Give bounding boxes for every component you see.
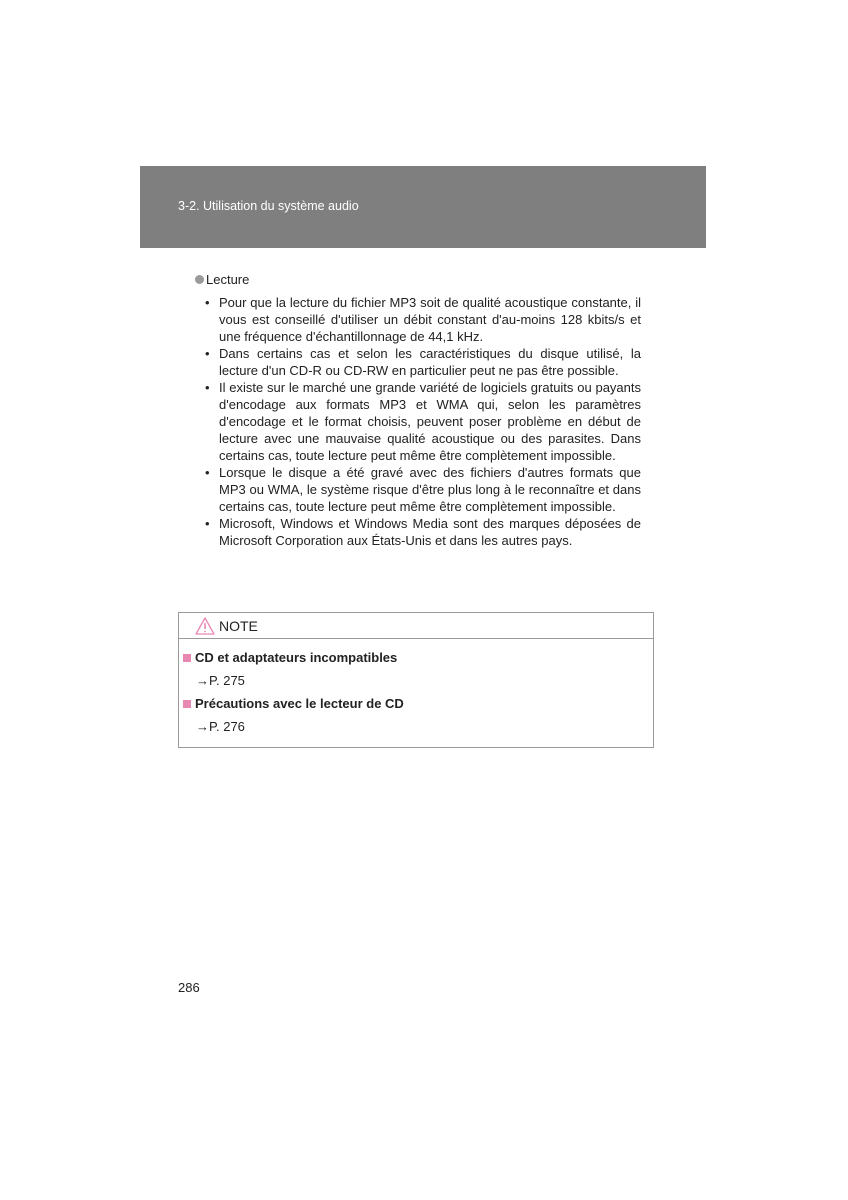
list-item — [203, 515, 641, 549]
warning-triangle-icon — [195, 617, 215, 635]
note-item-heading — [183, 696, 404, 711]
note-item-heading — [183, 650, 397, 665]
page-reference-link[interactable]: →P. 276 — [196, 719, 245, 734]
square-bullet-icon — [183, 700, 191, 708]
section-header-title: 3-2. Utilisation du système audio — [178, 199, 359, 213]
list-item-text: Pour que la lecture du fichier MP3 soit de qualité acoustique constante, il vous est conseillé d'utiliser un débit constant d'au-moins 128 kbits/s et une fréquence d'échantillonnage de 44,1 kHz. — [219, 295, 641, 344]
round-bullet-icon — [195, 275, 204, 284]
list-item — [203, 294, 641, 345]
note-item-heading-text: Précautions avec le lecteur de CD — [195, 696, 404, 711]
bullet-icon: • — [205, 295, 210, 310]
list-item-text: Lorsque le disque a été gravé avec des fichiers d'autres formats que MP3 ou WMA, le système risque d'être plus long à le reconnaître et dans certains cas, toute lecture peut même être complètement impossible. — [219, 465, 641, 514]
bullet-icon: • — [205, 346, 210, 361]
bullet-icon: • — [205, 465, 210, 480]
section-heading-label: Lecture — [206, 272, 250, 287]
note-title: NOTE — [219, 617, 258, 634]
section-header-band — [140, 166, 706, 248]
square-bullet-icon — [183, 654, 191, 662]
note-header — [179, 613, 653, 639]
page-number: 286 — [178, 980, 200, 995]
page-reference-link[interactable]: →P. 275 — [196, 673, 245, 688]
list-item-text: Microsoft, Windows et Windows Media sont des marques déposées de Microsoft Corporation aux États-Unis et dans les autres pays. — [219, 516, 641, 548]
section-heading — [195, 272, 249, 287]
bullet-icon: • — [205, 516, 210, 531]
list-item-text: Dans certains cas et selon les caractéristiques du disque utilisé, la lecture d'un CD-R ou CD-RW en particulier peut ne pas être possible. — [219, 346, 641, 378]
note-box — [178, 612, 654, 748]
bullet-icon: • — [205, 380, 210, 395]
list-item — [203, 464, 641, 515]
list-item-text: Il existe sur le marché une grande variété de logiciels gratuits ou payants d'encodage aux formats MP3 et WMA qui, selon les paramètres d'encodage et le format choisis, peuvent poser problème en début de lecture avec une mauvaise qualité acoustique ou des parasites. Dans certains cas, toute lecture peut même être complètement impossible. — [219, 380, 641, 463]
list-item — [203, 345, 641, 379]
note-item-heading-text: CD et adaptateurs incompatibles — [195, 650, 398, 665]
list-item — [203, 379, 641, 464]
bullet-list — [203, 294, 641, 549]
